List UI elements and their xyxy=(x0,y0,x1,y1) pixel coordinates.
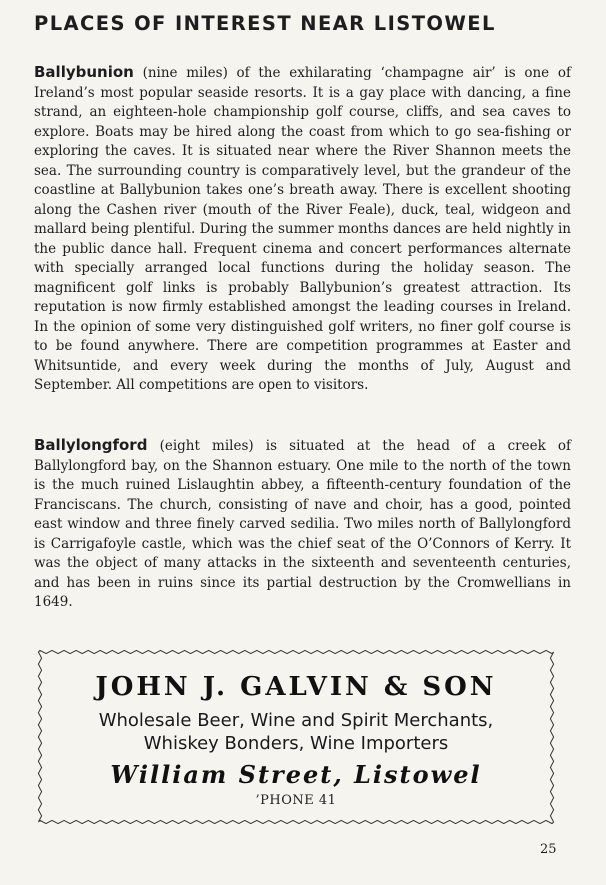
section-ballylongford xyxy=(34,436,571,613)
section-ballybunion xyxy=(34,63,571,396)
ad-phone: ’PHONE 41 xyxy=(255,793,337,808)
section-heading: Ballylongford xyxy=(34,436,148,454)
advertisement-box xyxy=(36,648,556,826)
page-number: 25 xyxy=(540,842,557,857)
section-heading: Ballybunion xyxy=(34,63,134,81)
page-title: PLACES OF INTEREST NEAR LISTOWEL xyxy=(34,12,496,35)
ad-business-line-2: Whiskey Bonders, Wine Importers xyxy=(143,733,449,754)
section-body: (nine miles) of the exhilarating ‘champagne air’ is one of Ireland’s most popular seaside resorts. It is a gay place with dancing, a fine strand, an eighteen-hole championship golf course, cliffs, and sea caves to explore. Boats may be hired along the coast from which to go sea-fishing or exploring the caves. It is situated near where the River Shannon meets the sea. The surrounding country is comparatively level, but the grandeur of the coastline at Ballybunion takes one’s breath away. There is excellent shooting along the Cashen river (mouth of the River Feale), duck, teal, widgeon and mallard being plentiful. During the summer months dances are held nightly in the public dance hall. Frequent cinema and concert performances alternate with specially arranged local functions during the holiday season. The magnificent golf links is probably Ballybunion’s greatest attraction. Its reputation is now firmly established amongst the leading courses in Ireland. In the opinion of some very distinguished golf writers, no finer golf course is to be found anywhere. There are competition programmes at Easter and Whitsuntide, and every week during the months of July, August and September. All competitions are open to visitors. xyxy=(34,65,571,393)
ad-business-line: Wholesale Beer, Wine and Spirit Merchants, xyxy=(98,710,494,731)
ad-firm-name: JOHN J. GALVIN & SON xyxy=(95,672,497,702)
ad-address: William Street, Listowel xyxy=(110,760,482,789)
section-body: (eight miles) is situated at the head of a creek of Ballylongford bay, on the Shannon estuary. One mile to the north of the town is the much ruined Lislaughtin abbey, a fifteenth-century foundation of the Franciscans. The church, consisting of nave and choir, has a good, pointed east window and three finely carved sedilia. Two miles north of Ballylongford is Carrigafoyle castle, which was the chief seat of the O’Connors of Kerry. It was the object of many attacks in the sixteenth and seventeenth centuries, and has been in ruins since its partial destruction by the Cromwellians in 1649. xyxy=(34,438,571,610)
